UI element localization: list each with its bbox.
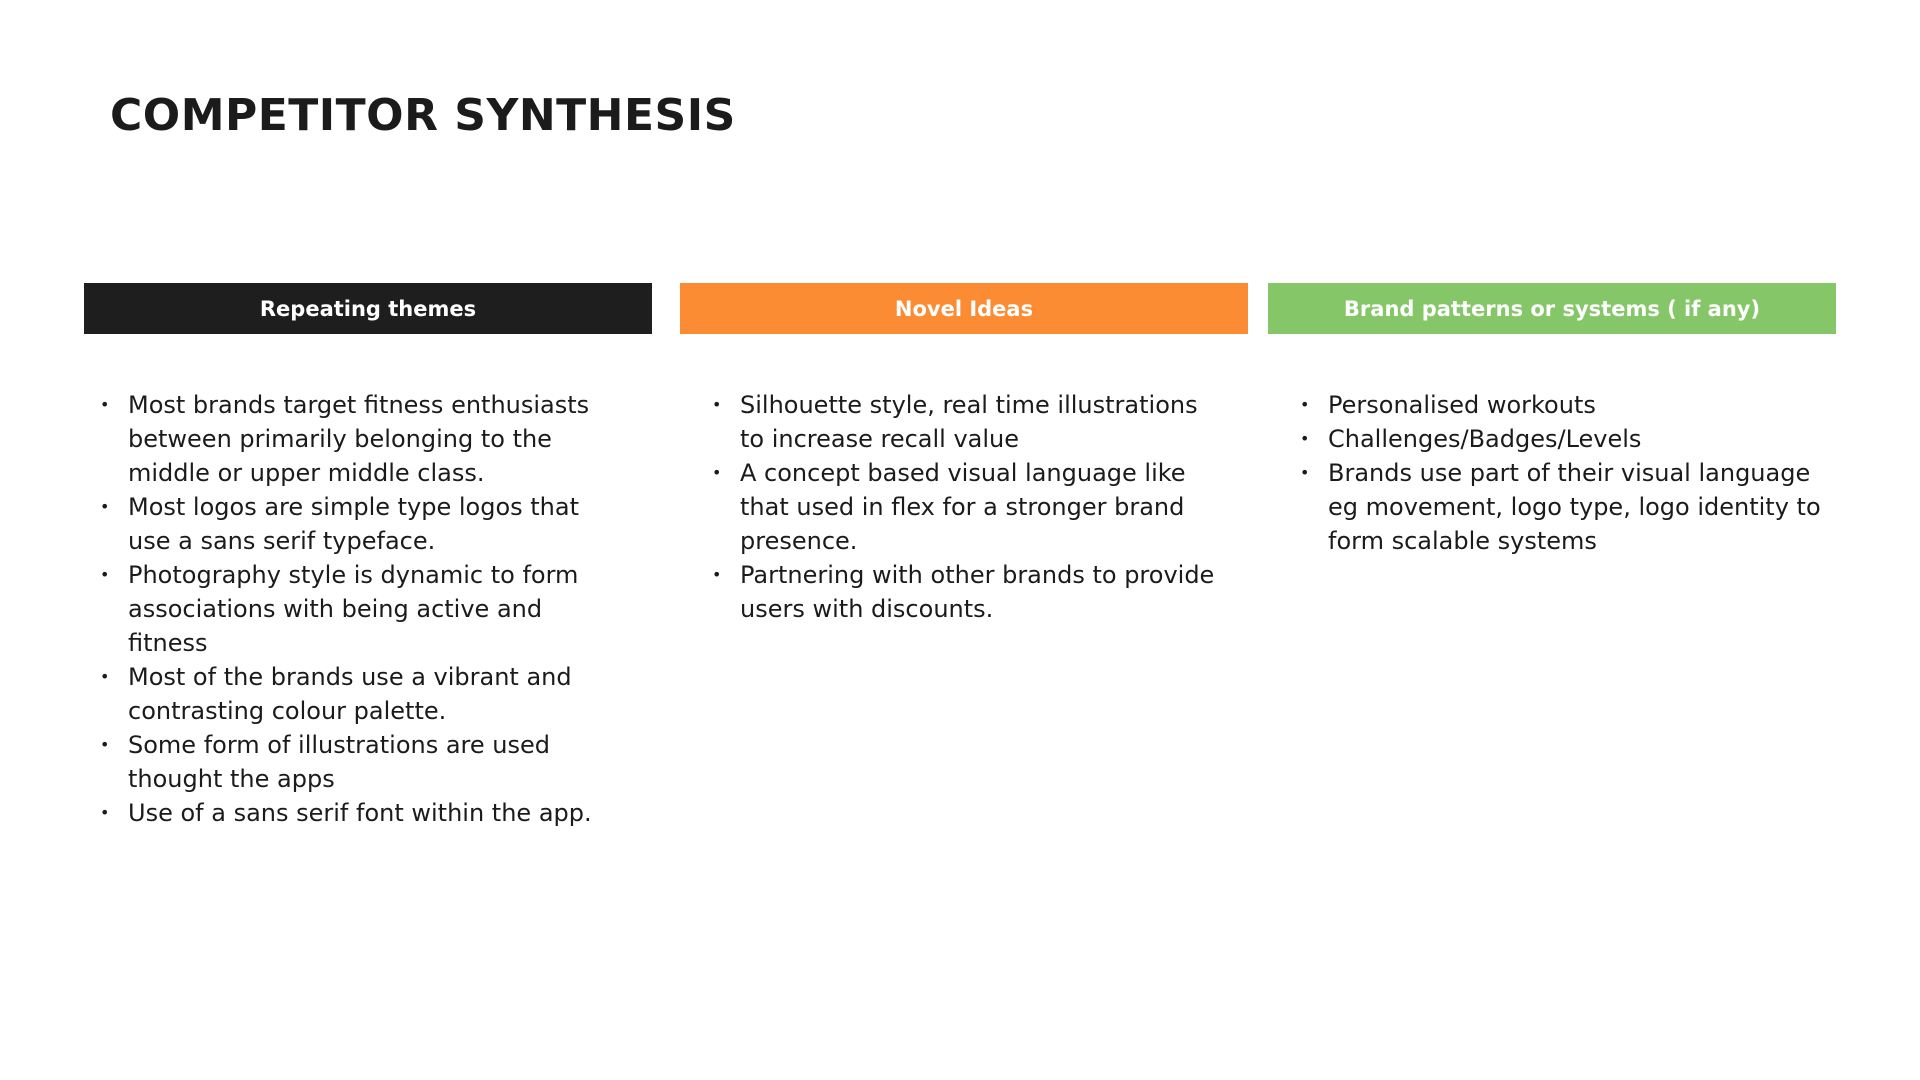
bullet-icon: •	[100, 565, 110, 584]
bullet-icon: •	[100, 497, 110, 516]
list-item-text: Partnering with other brands to provide users with discounts.	[740, 561, 1215, 623]
bullet-list	[84, 388, 604, 830]
column-novel-ideas	[680, 283, 1248, 623]
column-header: Novel Ideas	[680, 283, 1248, 334]
column-repeating-themes	[84, 283, 652, 827]
list-item-text: Some form of illustrations are used thought the apps	[128, 731, 551, 793]
list-item-text: Use of a sans serif font within the app.	[128, 799, 592, 827]
list-item	[92, 388, 612, 490]
list-item	[92, 728, 612, 796]
page-title: COMPETITOR SYNTHESIS	[110, 90, 736, 141]
column-header: Repeating themes	[84, 283, 652, 334]
list-item	[92, 490, 612, 558]
bullet-icon: •	[712, 565, 722, 584]
list-item-text: A concept based visual language like that used in flex for a stronger brand presence.	[740, 459, 1186, 555]
bullet-list	[680, 388, 1215, 626]
list-item-text: Silhouette style, real time illustrations to increase recall value	[740, 391, 1198, 453]
list-item	[1292, 388, 1832, 422]
bullet-icon: •	[100, 803, 110, 822]
list-item-text: Challenges/Badges/Levels	[1328, 425, 1642, 453]
list-item	[92, 558, 612, 660]
bullet-icon: •	[100, 667, 110, 686]
list-item	[704, 558, 1224, 626]
list-item	[1292, 422, 1832, 456]
column-header: Brand patterns or systems ( if any)	[1268, 283, 1836, 334]
list-item	[704, 388, 1224, 456]
bullet-icon: •	[712, 395, 722, 414]
bullet-list	[1268, 388, 1821, 558]
list-item-text: Brands use part of their visual language eg movement, logo type, logo identity to form scalable systems	[1328, 459, 1821, 555]
bullet-icon: •	[1300, 395, 1310, 414]
bullet-icon: •	[712, 463, 722, 482]
list-item	[1292, 456, 1832, 558]
list-item-text: Most of the brands use a vibrant and contrasting colour palette.	[128, 663, 572, 725]
bullet-icon: •	[100, 735, 110, 754]
list-item-text: Personalised workouts	[1328, 391, 1596, 419]
bullet-icon: •	[1300, 463, 1310, 482]
bullet-icon: •	[1300, 429, 1310, 448]
column-brand-patterns	[1268, 283, 1836, 555]
list-item	[704, 456, 1224, 558]
list-item	[92, 796, 612, 830]
list-item	[92, 660, 612, 728]
bullet-icon: •	[100, 395, 110, 414]
list-item-text: Photography style is dynamic to form associations with being active and fitness	[128, 561, 579, 657]
list-item-text: Most logos are simple type logos that use a sans serif typeface.	[128, 493, 580, 555]
list-item-text: Most brands target fitness enthusiasts between primarily belonging to the middle or upper middle class.	[128, 391, 590, 487]
